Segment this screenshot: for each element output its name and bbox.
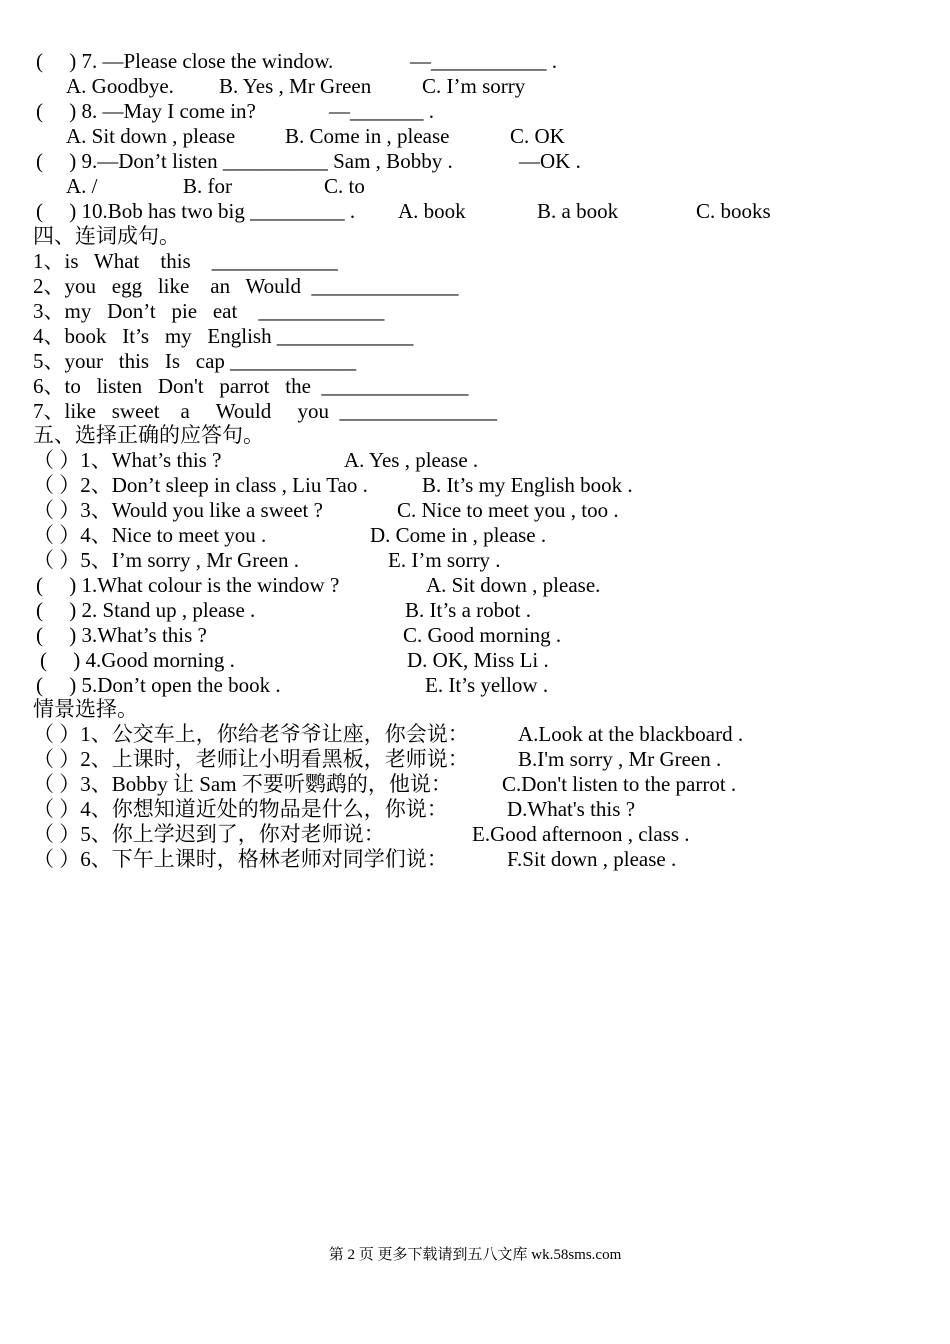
match-answer: E. I’m sorry . — [388, 548, 501, 572]
question-8-options — [0, 124, 950, 149]
list-item — [0, 299, 950, 324]
scene-answer: C.Don't listen to the parrot . — [502, 772, 737, 796]
option-a: A. Goodbye. — [66, 74, 174, 98]
scene-question: （ ）2、上课时，老师让小明看黑板，老师说： — [33, 747, 469, 771]
scene-answer: D.What's this ? — [507, 797, 636, 821]
scene-question: （ ）3、Bobby 让 Sam 不要听鹦鹉的，他说： — [33, 772, 452, 796]
list-item — [0, 673, 950, 698]
question-stem: ( ) 10.Bob has two big _________ . — [36, 199, 356, 223]
question-8 — [0, 99, 950, 124]
question-7-options — [0, 74, 950, 99]
match-question: ( ) 2. Stand up , please . — [36, 598, 256, 622]
list-item — [0, 324, 950, 349]
list-item — [0, 374, 950, 399]
match-answer: B. It’s my English book . — [422, 473, 633, 497]
match-question: ( ) 3.What’s this ? — [36, 623, 207, 647]
match-answer: A. Yes , please . — [344, 448, 479, 472]
match-answer: A. Sit down , please. — [426, 573, 601, 597]
option-b: B. a book — [537, 199, 619, 223]
match-answer: C. Nice to meet you , too . — [397, 498, 619, 522]
answer-response: —OK . — [519, 149, 581, 173]
option-c: C. books — [696, 199, 771, 223]
question-10 — [0, 199, 950, 224]
list-item — [0, 249, 950, 274]
sentence-item: 4、book It’s my English _____________ — [33, 324, 414, 348]
scene-answer: B.I'm sorry , Mr Green . — [518, 747, 722, 771]
section-4-heading — [0, 224, 950, 249]
match-question: （ ）5、I’m sorry , Mr Green . — [33, 548, 299, 572]
match-answer: E. It’s yellow . — [425, 673, 549, 697]
scene-answer: F.Sit down , please . — [507, 847, 677, 871]
question-stem: ( ) 9.—Don’t listen __________ Sam , Bobby . — [36, 149, 453, 173]
section-6-heading — [0, 697, 950, 722]
sentence-item: 1、is What this ____________ — [33, 249, 338, 273]
sentence-item: 7、like sweet a Would you _______________ — [33, 399, 497, 423]
list-item — [0, 598, 950, 623]
list-item — [0, 498, 950, 523]
answer-blank: —___________ . — [410, 49, 557, 73]
section-5-heading — [0, 423, 950, 448]
option-a: A. Sit down , please — [66, 124, 236, 148]
list-item — [0, 473, 950, 498]
section-heading: 情景选择。 — [33, 697, 138, 721]
sentence-item: 5、your this Is cap ____________ — [33, 349, 357, 373]
section-heading: 五、选择正确的应答句。 — [33, 423, 264, 447]
sentence-item: 3、my Don’t pie eat ____________ — [33, 299, 385, 323]
option-c: C. OK — [510, 124, 565, 148]
question-stem: ( ) 7. —Please close the window. — [36, 49, 334, 73]
list-item — [0, 548, 950, 573]
list-item — [0, 722, 950, 747]
match-question: ( ) 4.Good morning . — [40, 648, 235, 672]
question-9 — [0, 149, 950, 174]
match-answer: B. It’s a robot . — [405, 598, 531, 622]
match-answer: C. Good morning . — [403, 623, 562, 647]
option-c: C. I’m sorry — [422, 74, 526, 98]
list-item — [0, 523, 950, 548]
list-item — [0, 747, 950, 772]
scene-question: （ ）4、你想知道近处的物品是什么，你说： — [33, 797, 448, 821]
option-a: A. / — [66, 174, 98, 198]
list-item — [0, 772, 950, 797]
option-a: A. book — [398, 199, 466, 223]
scene-question: （ ）1、公交车上，你给老爷爷让座，你会说： — [33, 722, 469, 746]
sentence-item: 6、to listen Don't parrot the ______________ — [33, 374, 469, 398]
list-item — [0, 797, 950, 822]
list-item — [0, 399, 950, 424]
option-b: B. Yes , Mr Green — [219, 74, 372, 98]
list-item — [0, 822, 950, 847]
page-footer: 第 2 页 更多下载请到五八文库 wk.58sms.com — [328, 1247, 622, 1263]
scene-question: （ ）5、你上学迟到了，你对老师说： — [33, 822, 385, 846]
match-question: （ ）1、What’s this ? — [33, 448, 222, 472]
question-9-options — [0, 174, 950, 199]
scene-answer: E.Good afternoon , class . — [472, 822, 690, 846]
match-question: （ ）4、Nice to meet you . — [33, 523, 267, 547]
match-question: （ ）2、Don’t sleep in class , Liu Tao . — [33, 473, 368, 497]
match-answer: D. OK, Miss Li . — [407, 648, 549, 672]
list-item — [0, 349, 950, 374]
option-b: B. for — [183, 174, 232, 198]
question-7 — [0, 49, 950, 74]
answer-blank: —_______ . — [329, 99, 434, 123]
match-question: ( ) 1.What colour is the window ? — [36, 573, 340, 597]
section-heading: 四、连词成句。 — [33, 224, 180, 248]
list-item — [0, 573, 950, 598]
scene-answer: A.Look at the blackboard . — [518, 722, 744, 746]
option-b: B. Come in , please — [285, 124, 450, 148]
list-item — [0, 623, 950, 648]
sentence-item: 2、you egg like an Would ______________ — [33, 274, 459, 298]
option-c: C. to — [324, 174, 365, 198]
list-item — [0, 274, 950, 299]
scene-question: （ ）6、下午上课时，格林老师对同学们说： — [33, 847, 448, 871]
match-question: ( ) 5.Don’t open the book . — [36, 673, 281, 697]
list-item — [0, 847, 950, 872]
match-answer: D. Come in , please . — [370, 523, 547, 547]
match-question: （ ）3、Would you like a sweet ? — [33, 498, 323, 522]
question-stem: ( ) 8. —May I come in? — [36, 99, 256, 123]
list-item — [0, 448, 950, 473]
list-item — [0, 648, 950, 673]
